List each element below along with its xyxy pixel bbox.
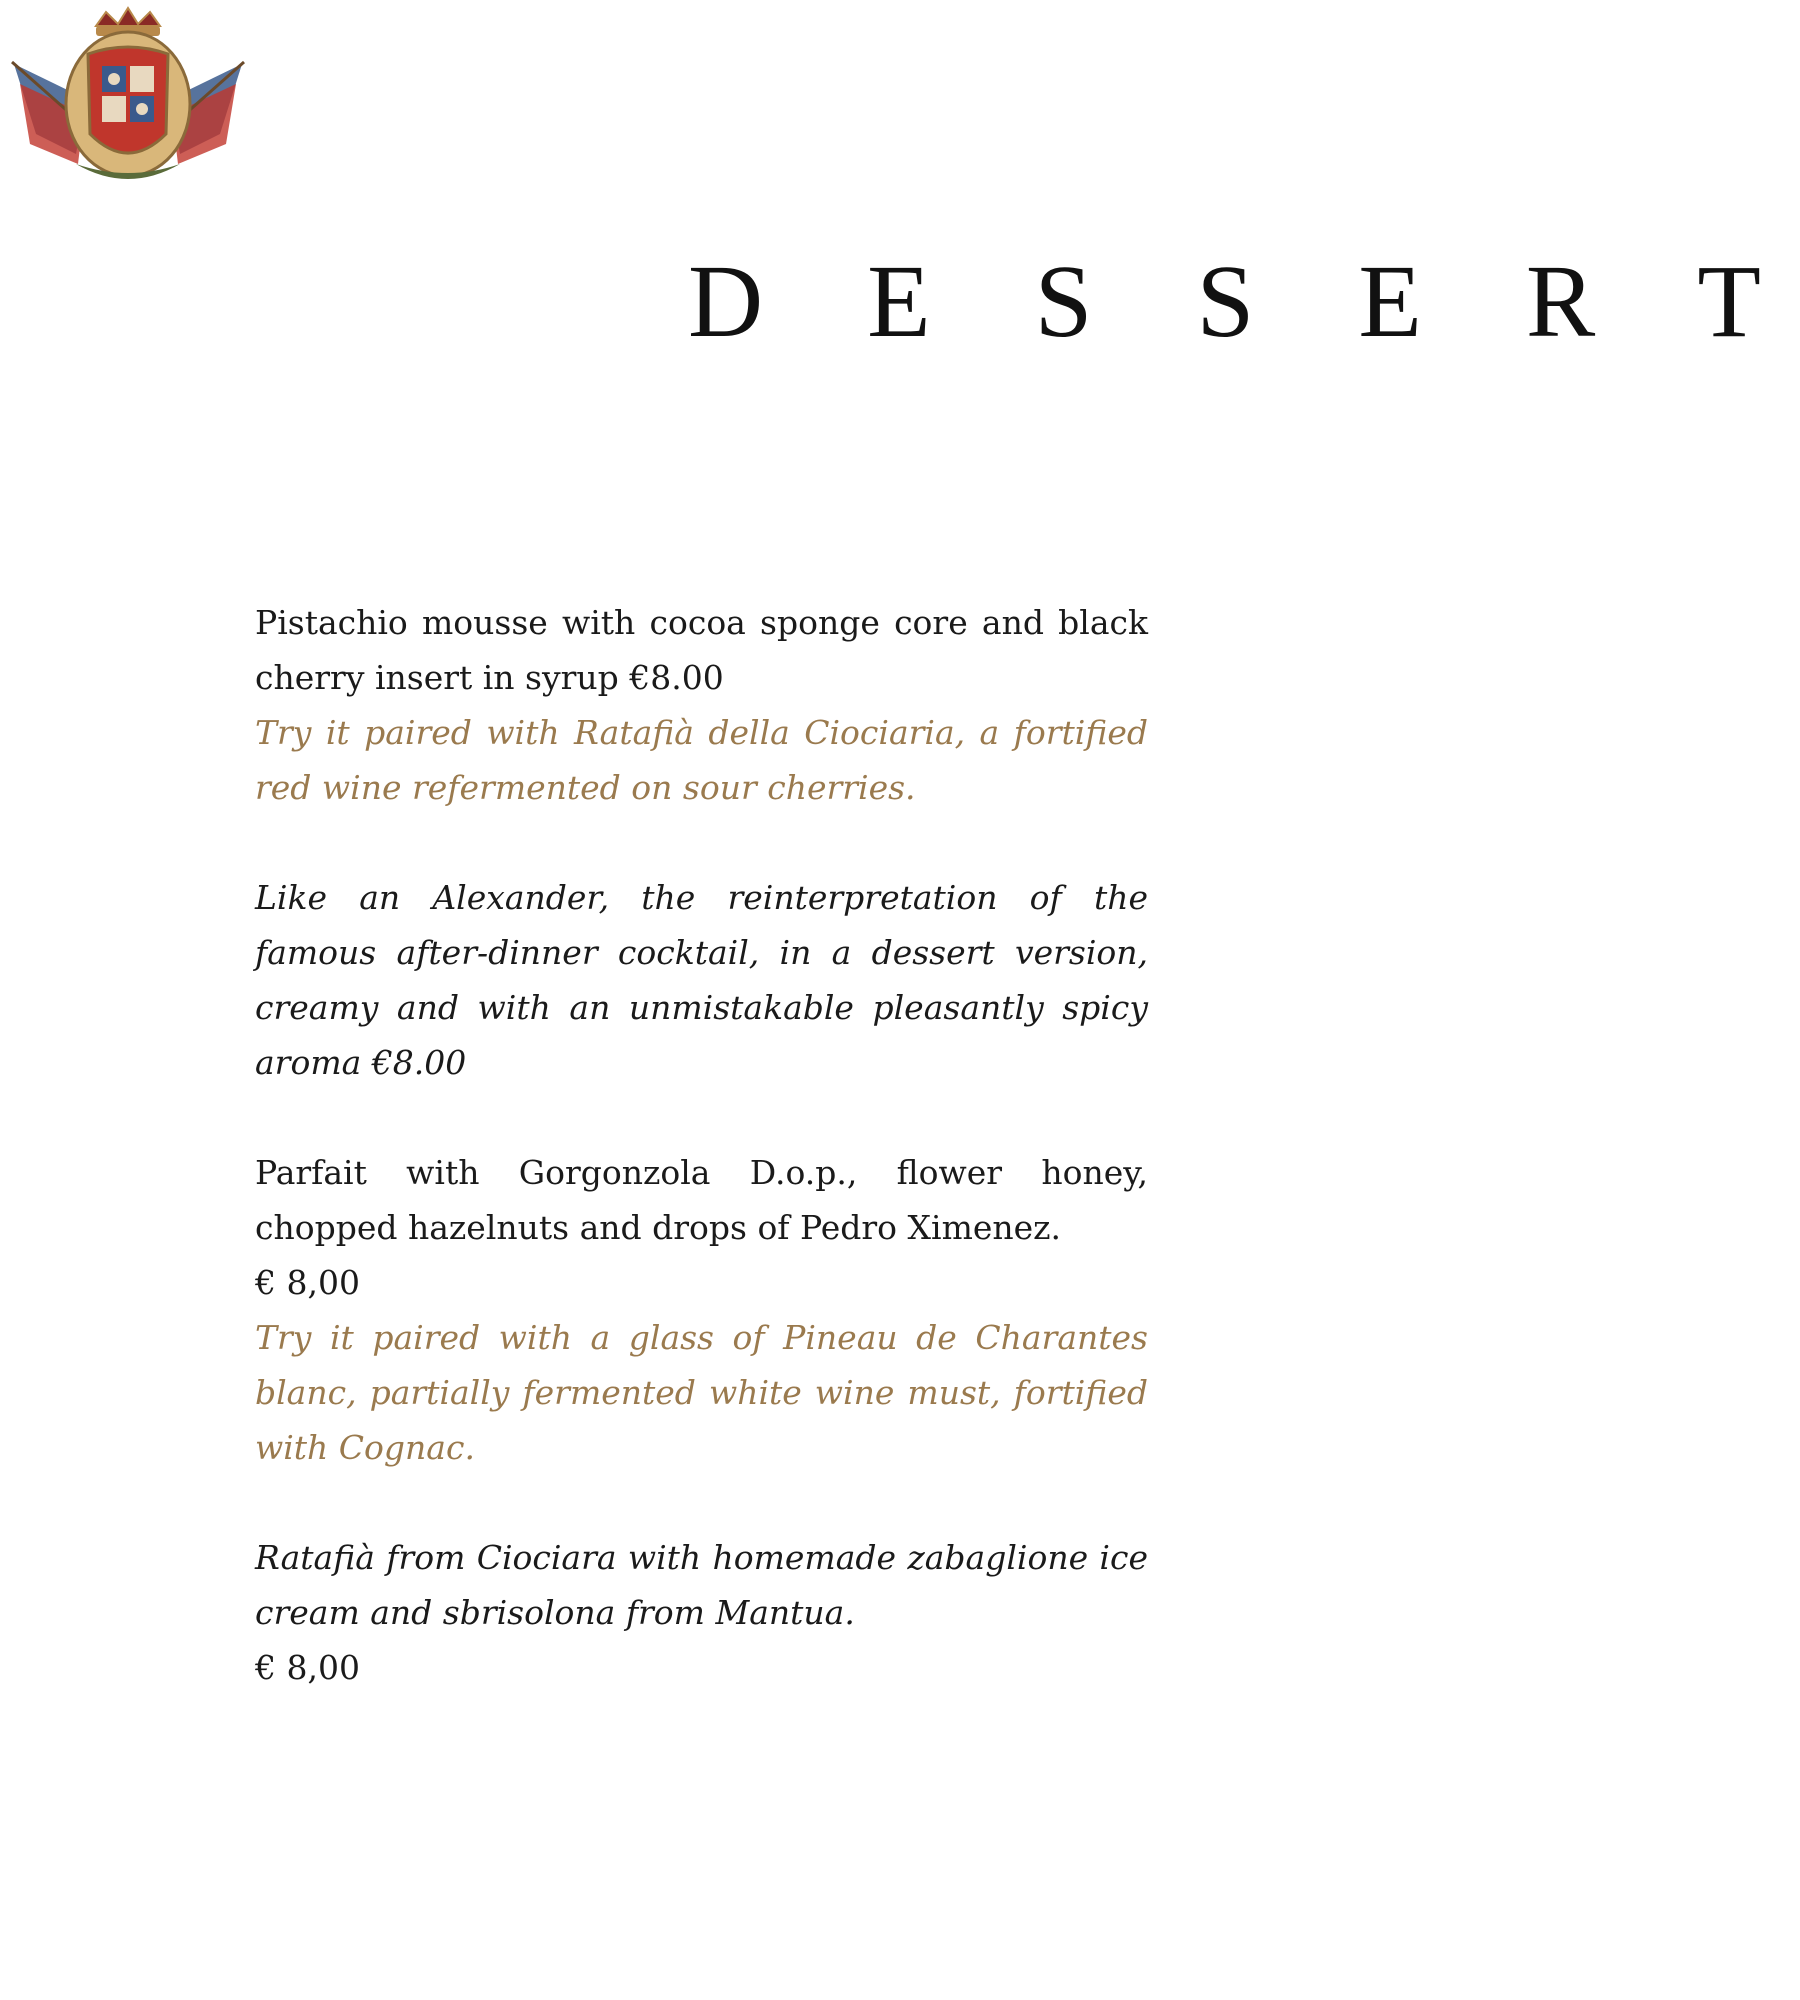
dish-description: Parfait with Gorgonzola D.o.p., flower honey, chopped hazelnuts and drops of Pedro Ximenez. bbox=[255, 1153, 1148, 1247]
dessert-menu bbox=[255, 595, 1148, 1750]
menu-item-alexander bbox=[255, 870, 1148, 1090]
menu-item-ratafia-zabaglione bbox=[255, 1530, 1148, 1695]
menu-item-pistachio-mousse bbox=[255, 595, 1148, 815]
menu-item-gorgonzola-parfait bbox=[255, 1145, 1148, 1475]
dish-price: € 8,00 bbox=[255, 1263, 360, 1302]
dish-description: Like an Alexander, the reinterpretation of the famous after-dinner cocktail, in a dessert version, creamy and with an unmistakable pleasantly spicy aroma €8.00 bbox=[255, 878, 1148, 1082]
page-title: D E S S E R T bbox=[688, 244, 1800, 359]
dish-description: Pistachio mousse with cocoa sponge core and black cherry insert in syrup €8.00 bbox=[255, 603, 1148, 697]
dish-price: € 8,00 bbox=[255, 1648, 360, 1687]
pairing-suggestion: Try it paired with Ratafià della Ciociaria, a fortified red wine refermented on sour cherries. bbox=[255, 713, 1148, 807]
heraldic-crest-icon bbox=[6, 4, 250, 200]
pairing-suggestion: Try it paired with a glass of Pineau de Charantes blanc, partially fermented white wine must, fortified with Cognac. bbox=[255, 1318, 1148, 1467]
dish-description: Ratafià from Ciociara with homemade zabaglione ice cream and sbrisolona from Mantua. bbox=[255, 1538, 1148, 1632]
